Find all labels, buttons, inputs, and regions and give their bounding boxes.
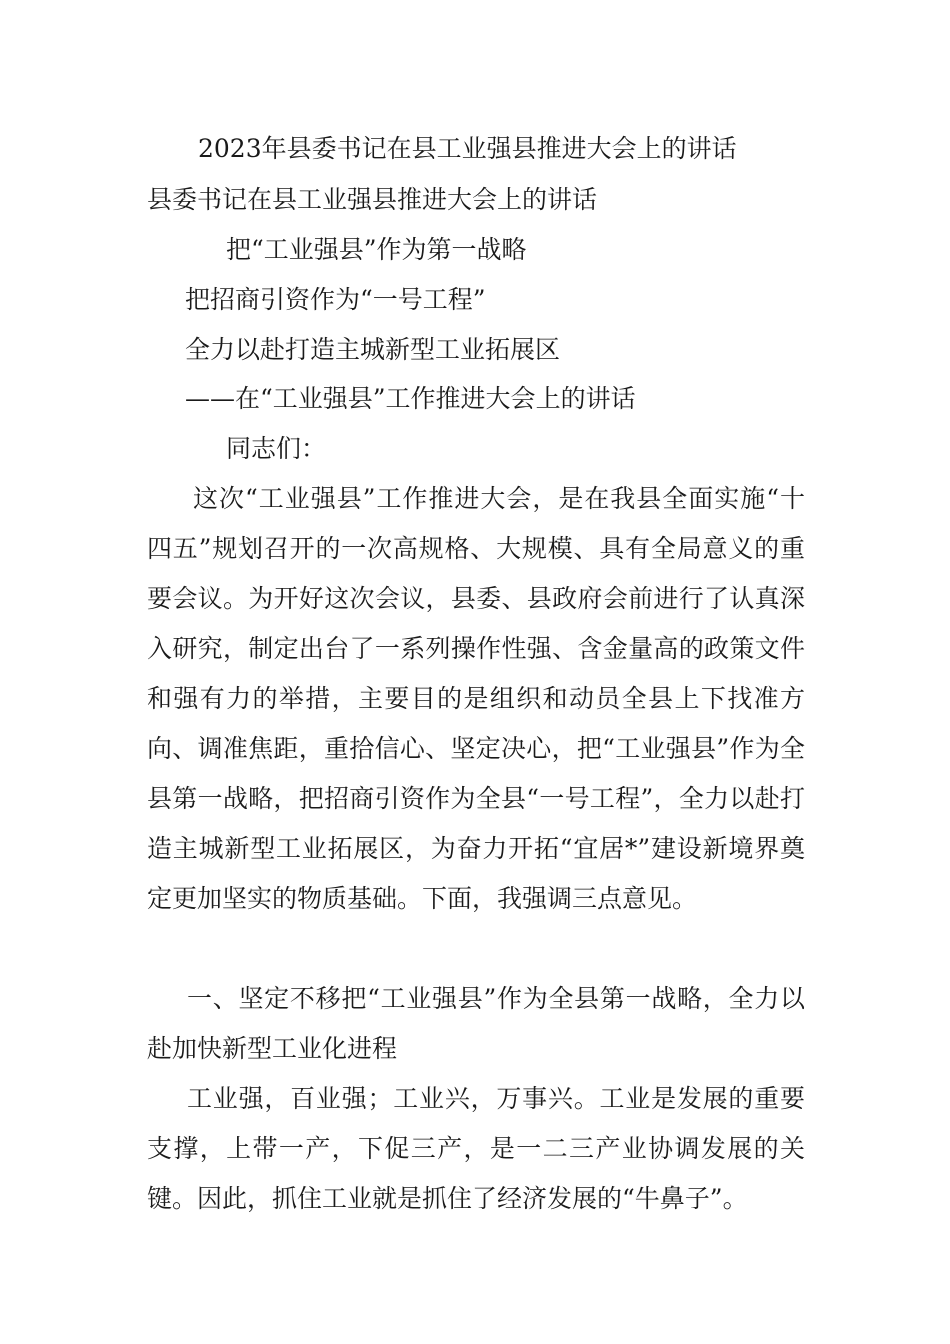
salutation: 同志们： bbox=[226, 434, 327, 463]
paragraph-2: 工业强，百业强；工业兴，万事兴。工业是发展的重要支撑，上带一产，下促三产，是一二三产业协调发展的关键。因此，抓住工业就是抓住了经济发展的“牛鼻子”。 bbox=[147, 1084, 805, 1213]
headline-1: 把“工业强县”作为第一战略 bbox=[226, 235, 527, 264]
document-title: 2023年县委书记在县工业强县推进大会上的讲话 bbox=[198, 134, 737, 163]
paragraph-1: 这次“工业强县”工作推进大会，是在我县全面实施“十四五”规划召开的一次高规格、大规模、具有全局意义的重要会议。为开好这次会议，县委、县政府会前进行了认真深入研究，制定出台了一系列操作性强、含金量高的政策文件和强有力的举措，主要目的是组织和动员全县上下找准方向、调准焦距，重拾信心、坚定决心，把“工业强县”作为全县第一战略，把招商引资作为全县“一号工程”，全力以赴打造主城新型工业拓展区，为奋力开拓“宜居*”建设新境界奠定更加坚实的物质基础。下面，我强调三点意见。 bbox=[147, 484, 805, 913]
byline: ——在“工业强县”工作推进大会上的讲话 bbox=[185, 384, 636, 413]
headline-3: 全力以赴打造主城新型工业拓展区 bbox=[185, 335, 561, 364]
document-subtitle: 县委书记在县工业强县推进大会上的讲话 bbox=[147, 185, 598, 214]
headline-2: 把招商引资作为“一号工程” bbox=[185, 285, 486, 314]
section-1-heading: 一、坚定不移把“工业强县”作为全县第一战略，全力以赴加快新型工业化进程 bbox=[147, 984, 805, 1063]
